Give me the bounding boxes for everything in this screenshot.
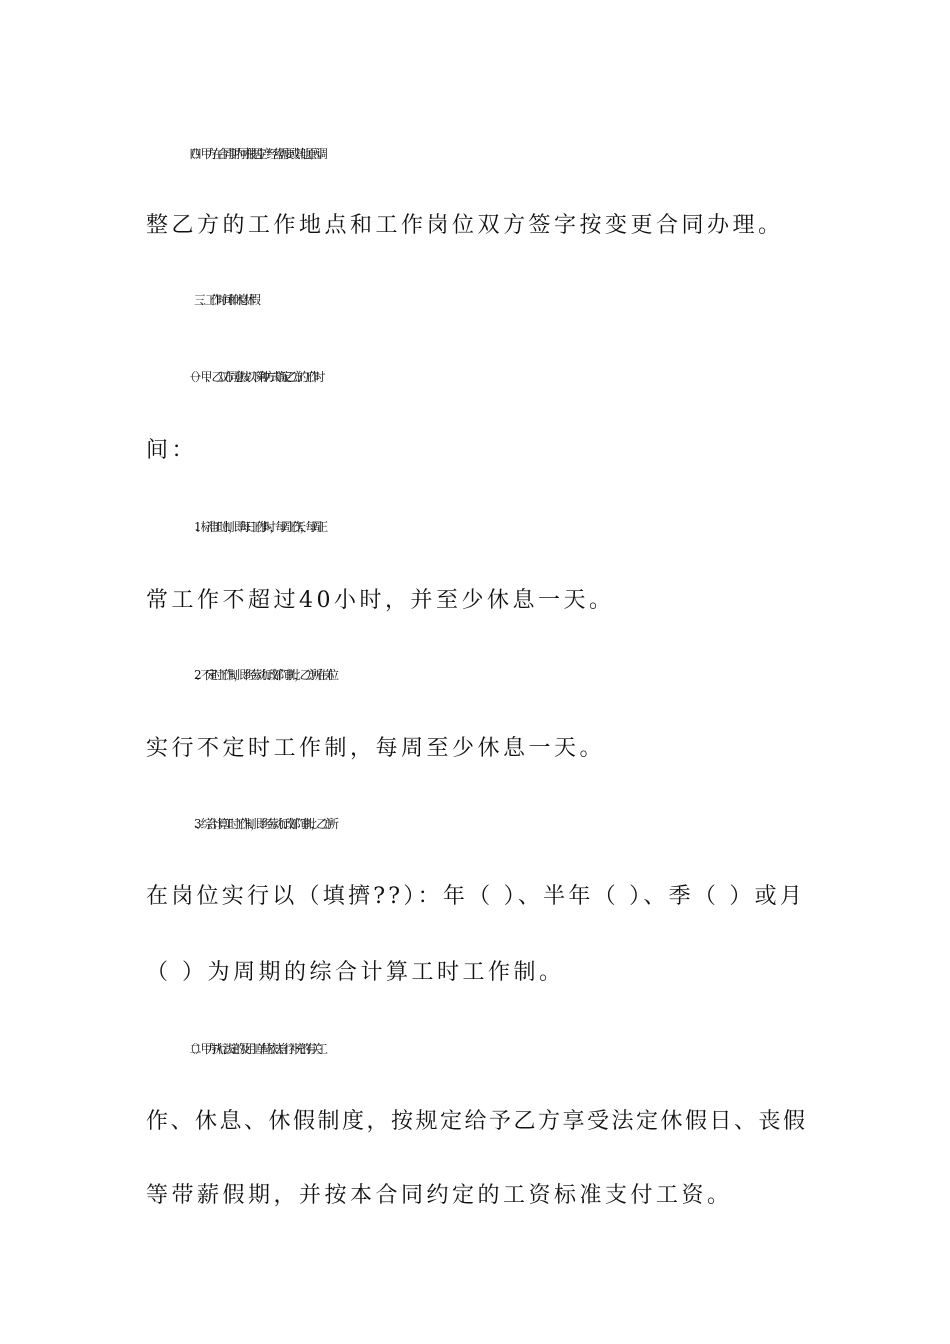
item-3-line-1: 3、综合计算工时工作制，即经劳动行政部门审批，乙方所 bbox=[194, 817, 333, 831]
section-3-heading: 三、工作时间和休息休假 bbox=[194, 293, 255, 307]
paragraph-1-line-1: （一）甲、乙双方同意按以下第 种方式确定乙方的工作时 bbox=[184, 370, 319, 384]
paragraph-1-line-2: 间： bbox=[146, 438, 198, 463]
item-1-line-1: 1、标准工时制，即每日工作 小时，每周工作 天，每周正 bbox=[194, 520, 322, 534]
item-1-line-2: 常工作不超过40小时，并至少休息一天。 bbox=[146, 588, 615, 613]
item-2-line-1: 2、不定时工作制，即经劳动行政部门审批，乙方所在岗位 bbox=[194, 668, 333, 682]
item-3-line-2: 在岗位实行以（填擠??）：年（ ）、半年（ ）、季（ ）或月 bbox=[146, 884, 806, 909]
paragraph-4-line-2: 整乙方的工作地点和工作岗位双方签字按变更合同办理。 bbox=[146, 213, 784, 238]
paragraph-2-line-1: （二）甲方执行法定的及用工单位依法自行补充的有关工 bbox=[184, 1042, 322, 1056]
item-2-line-2: 实行不定时工作制，每周至少休息一天。 bbox=[146, 736, 606, 761]
paragraph-2-line-3: 等带薪假期，并按本合同约定的工资标准支付工资。 bbox=[146, 1183, 733, 1208]
paragraph-2-line-2: 作、休息、休假制度，按规定给予乙方享受法定休假日、丧假 bbox=[146, 1109, 808, 1134]
paragraph-4-line-1: （四）甲方在合同期内可根据生产经营需要或其他原因调 bbox=[184, 147, 322, 161]
item-3-line-3: （ ）为周期的综合计算工时工作制。 bbox=[146, 960, 565, 985]
